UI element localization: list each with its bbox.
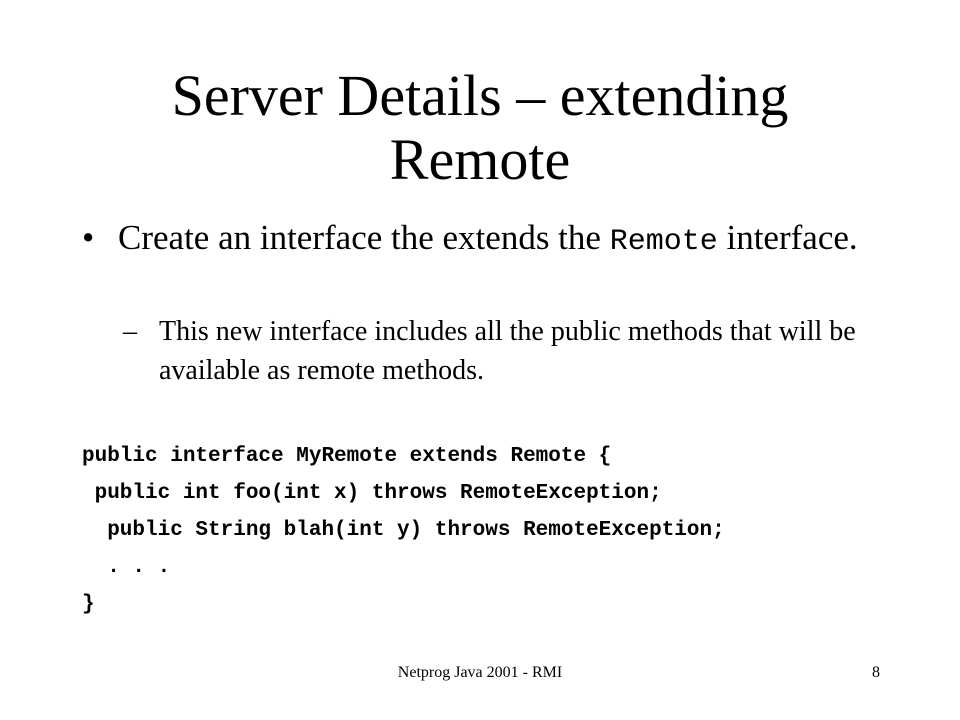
code-line: public String blah(int y) throws RemoteException; bbox=[82, 519, 725, 542]
slide-title bbox=[80, 64, 880, 192]
slide-footer: Netprog Java 2001 - RMI bbox=[397, 664, 563, 681]
bullet-marker: • bbox=[82, 218, 95, 257]
code-block bbox=[82, 438, 942, 623]
code-line: public int foo(int x) throws RemoteException; bbox=[82, 482, 662, 505]
bullet-code-remote: Remote bbox=[609, 225, 718, 259]
sub-bullet-text: This new interface includes all the public methods that will be available as remote methods. bbox=[159, 316, 856, 386]
sub-bullet-marker: – bbox=[123, 316, 137, 347]
bullet-level-2 bbox=[123, 312, 883, 390]
slide-title-line-2: Remote bbox=[389, 127, 571, 192]
slide-title-line-1: Server Details – extending bbox=[171, 63, 789, 128]
bullet-text-after: interface. bbox=[717, 218, 858, 257]
code-line: public interface MyRemote extends Remote { bbox=[82, 445, 612, 468]
code-line: } bbox=[82, 593, 95, 616]
code-line: . . . bbox=[82, 556, 171, 579]
bullet-level-1 bbox=[82, 214, 882, 266]
bullet-text-before: Create an interface the extends the bbox=[118, 218, 610, 257]
bullet-text bbox=[118, 214, 882, 266]
page-number: 8 bbox=[872, 664, 880, 681]
